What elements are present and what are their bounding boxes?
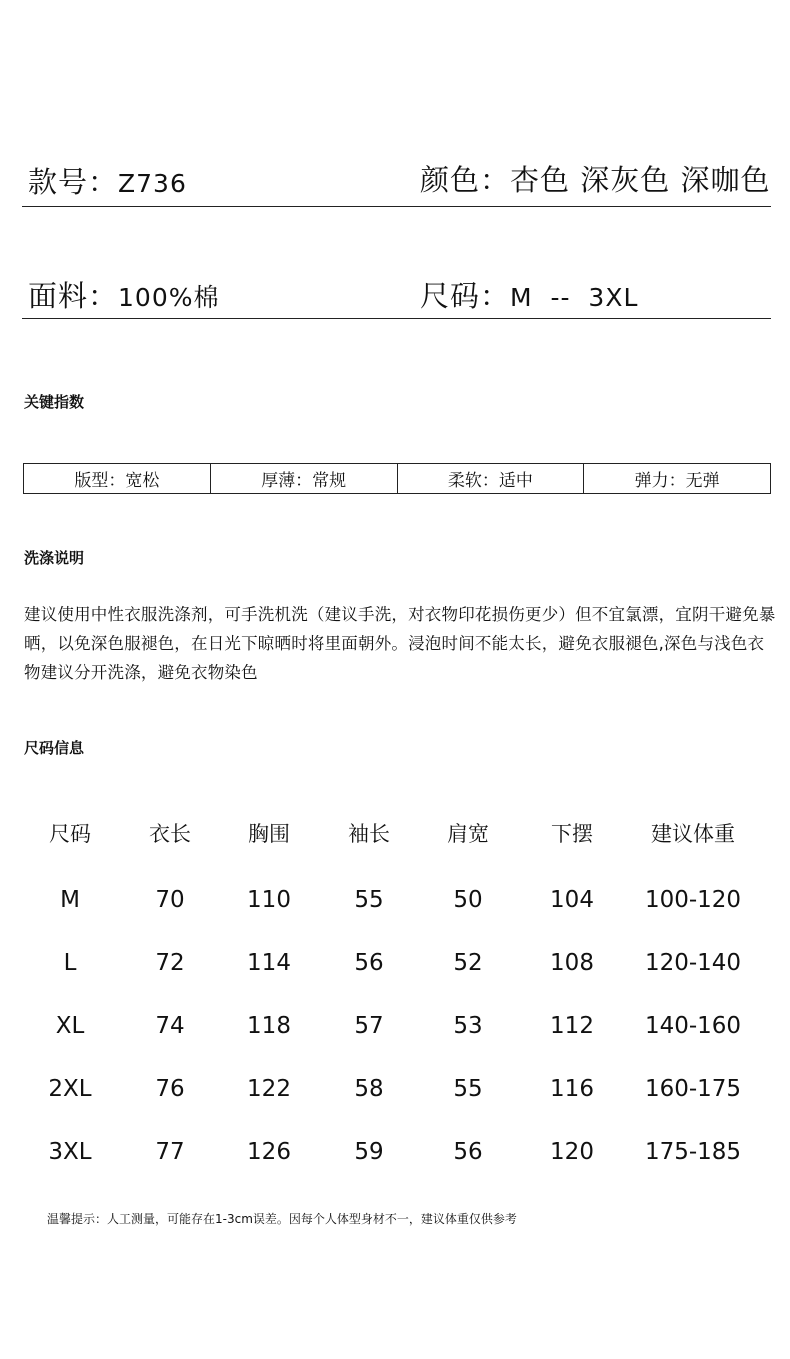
cell-chest: 110 (247, 887, 291, 913)
cell-hem: 112 (550, 1013, 594, 1039)
header-length: 衣长 (149, 822, 191, 846)
divider-2 (22, 318, 771, 319)
size-range-value: M -- 3XL (510, 283, 639, 312)
cell-chest: 122 (247, 1076, 291, 1102)
index-cell-fit: 版型：宽松 (24, 464, 211, 493)
cell-size: M (60, 887, 80, 913)
header-shoulder: 肩宽 (447, 822, 489, 846)
cell-sleeve: 59 (354, 1139, 384, 1165)
cell-shoulder: 56 (453, 1139, 483, 1165)
cell-weight: 175-185 (644, 1139, 742, 1165)
style-value: Z736 (118, 169, 187, 198)
header-sleeve: 袖长 (348, 822, 390, 846)
cell-hem: 108 (550, 950, 594, 976)
style-number (28, 160, 187, 201)
size-table-header (0, 818, 790, 858)
table-row (0, 1076, 790, 1116)
cell-chest: 126 (247, 1139, 291, 1165)
cell-weight: 100-120 (644, 887, 742, 913)
fabric-label: 面料： (28, 279, 119, 313)
index-cell-thickness: 厚薄：常规 (211, 464, 398, 493)
cell-size: 2XL (48, 1076, 92, 1102)
cell-length: 70 (155, 887, 185, 913)
washing-text: 建议使用中性衣服洗涤剂，可手洗机洗（建议手洗，对衣物印花损伤更少）但不宜氯漂，宜阴干避免暴晒，以免深色服褪色，在日光下晾晒时将里面朝外。浸泡时间不能太长，避免衣服褪色,深色与浅色衣物建议分开洗涤，避免衣物染色 (24, 605, 776, 682)
cell-size: L (63, 950, 77, 976)
key-index-title: 关键指数 (24, 393, 85, 411)
size-info-title: 尺码信息 (24, 739, 85, 757)
cell-sleeve: 56 (354, 950, 384, 976)
cell-shoulder: 53 (453, 1013, 483, 1039)
cell-sleeve: 55 (354, 887, 384, 913)
cell-size: 3XL (48, 1139, 92, 1165)
cell-hem: 120 (550, 1139, 594, 1165)
cell-length: 74 (155, 1013, 185, 1039)
cell-shoulder: 52 (453, 950, 483, 976)
header-hem: 下摆 (551, 822, 593, 846)
table-row (0, 887, 790, 927)
cell-size: XL (55, 1013, 85, 1039)
cell-hem: 116 (550, 1076, 594, 1102)
table-row (0, 1139, 790, 1179)
cell-weight: 120-140 (644, 950, 742, 976)
style-label: 款号： (28, 165, 119, 199)
cell-hem: 104 (550, 887, 594, 913)
cell-chest: 114 (247, 950, 291, 976)
size-range-info (420, 274, 638, 315)
measurement-note: 温馨提示：人工测量，可能存在1-3cm误差。因每个人体型身材不一，建议体重仅供参考 (47, 1212, 517, 1226)
index-cell-elasticity: 弹力：无弹 (634, 471, 720, 491)
cell-sleeve: 58 (354, 1076, 384, 1102)
cell-length: 76 (155, 1076, 185, 1102)
table-row (0, 1013, 790, 1053)
cell-weight: 160-175 (644, 1076, 742, 1102)
fabric-info (28, 274, 220, 315)
header-size: 尺码 (49, 822, 91, 846)
cell-weight: 140-160 (644, 1013, 742, 1039)
cell-chest: 118 (247, 1013, 291, 1039)
color-label: 颜色： (420, 163, 511, 197)
header-chest: 胸围 (248, 822, 290, 846)
color-value: 杏色 深灰色 深咖色 (510, 163, 771, 197)
table-row (0, 950, 790, 990)
washing-title: 洗涤说明 (24, 549, 85, 567)
cell-shoulder: 50 (453, 887, 483, 913)
key-index-table (23, 463, 771, 494)
color-info (420, 158, 770, 199)
cell-length: 77 (155, 1139, 185, 1165)
index-cell-softness: 柔软：适中 (398, 464, 585, 493)
cell-shoulder: 55 (453, 1076, 483, 1102)
header-weight: 建议体重 (651, 822, 735, 846)
size-range-label: 尺码： (420, 279, 511, 313)
divider-1 (22, 206, 771, 207)
fabric-value: 100%棉 (118, 283, 220, 312)
cell-sleeve: 57 (354, 1013, 384, 1039)
cell-length: 72 (155, 950, 185, 976)
